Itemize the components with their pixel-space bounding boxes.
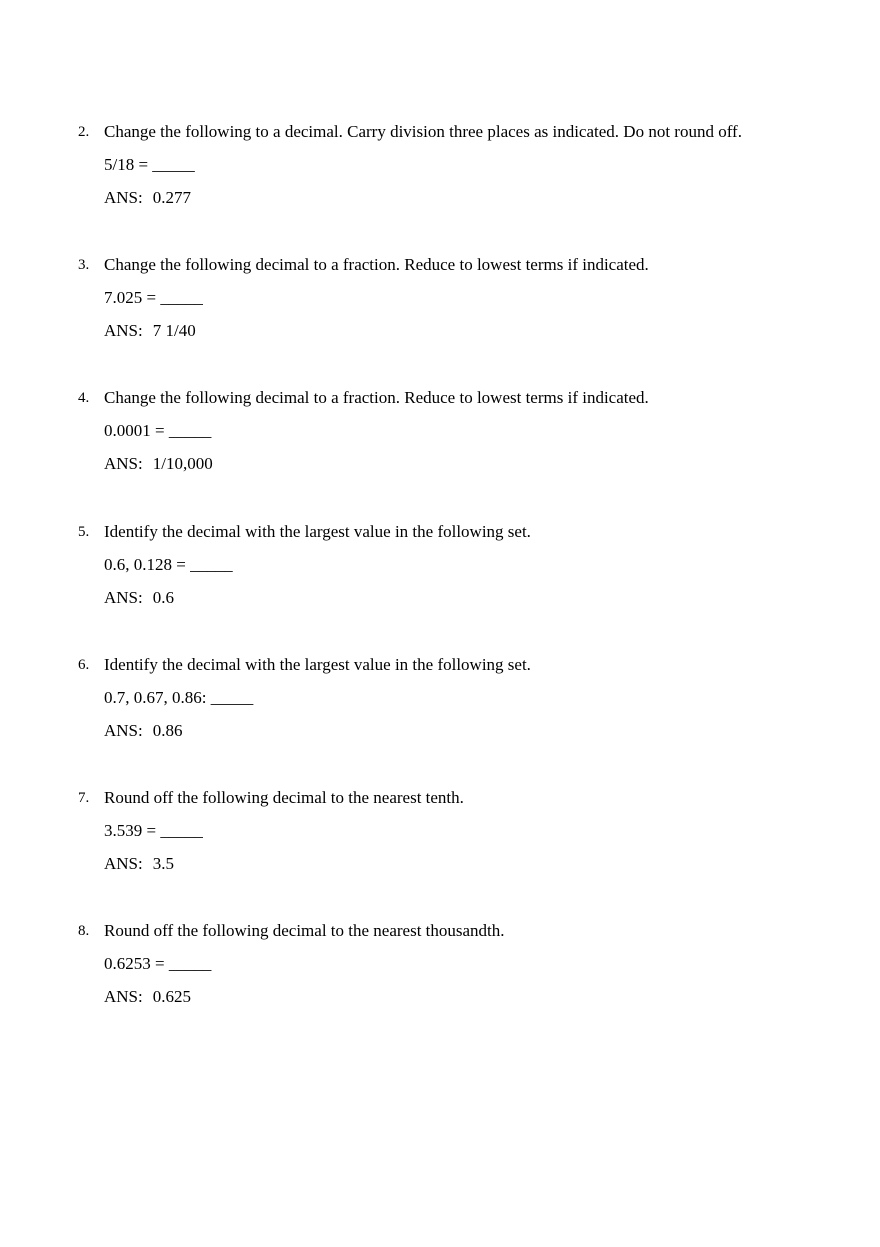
answer-line — [104, 852, 174, 876]
question-expression: 5/18 = _____ — [104, 155, 195, 174]
answer-value: 7 1/40 — [152, 321, 196, 341]
answer-label: ANS: — [104, 587, 143, 607]
question-text: Change the following decimal to a fraction. Reduce to lowest terms if indicated. — [104, 388, 649, 408]
question-number: 8. — [78, 923, 90, 940]
answer-value: 1/10,000 — [152, 454, 213, 474]
answer-label: ANS: — [104, 188, 143, 207]
question-text: Identify the decimal with the largest value in the following set. — [104, 521, 531, 541]
question-number: 3. — [78, 257, 90, 274]
question-expression: 3.539 = _____ — [104, 820, 203, 840]
answer-line — [104, 586, 174, 610]
question-number: 2. — [78, 124, 90, 140]
question-expression: 0.7, 0.67, 0.86: _____ — [104, 687, 254, 707]
answer-label: ANS: — [104, 720, 143, 740]
answer-value: 0.277 — [152, 188, 191, 207]
answer-line — [104, 719, 182, 743]
question-6 — [0, 653, 880, 786]
question-number: 6. — [78, 656, 90, 673]
question-4 — [0, 386, 880, 519]
question-5 — [0, 520, 880, 653]
answer-line — [104, 319, 196, 343]
question-expression: 7.025 = _____ — [104, 288, 203, 308]
answer-value: 3.5 — [152, 853, 174, 873]
answer-label: ANS: — [104, 454, 143, 474]
answer-label: ANS: — [104, 321, 143, 341]
answer-label: ANS: — [104, 853, 143, 873]
question-3 — [0, 253, 880, 386]
question-text: Round off the following decimal to the nearest thousandth. — [104, 921, 505, 941]
question-8 — [0, 919, 880, 1052]
question-number: 7. — [78, 789, 90, 806]
question-7 — [0, 786, 880, 919]
question-list — [0, 120, 880, 1052]
question-2 — [0, 120, 880, 253]
question-text: Change the following decimal to a fraction. Reduce to lowest terms if indicated. — [104, 255, 649, 275]
answer-value: 0.6 — [152, 587, 174, 607]
question-text: Identify the decimal with the largest value in the following set. — [104, 654, 531, 674]
question-number: 4. — [78, 390, 90, 407]
answer-line — [104, 452, 213, 476]
question-expression: 0.0001 = _____ — [104, 421, 212, 441]
question-expression: 0.6, 0.128 = _____ — [104, 554, 233, 574]
answer-value: 0.625 — [152, 987, 191, 1007]
answer-line — [104, 985, 191, 1009]
question-text: Round off the following decimal to the nearest tenth. — [104, 787, 464, 807]
question-expression: 0.6253 = _____ — [104, 954, 212, 974]
answer-line — [104, 186, 191, 210]
question-number: 5. — [78, 523, 90, 540]
question-text: Change the following to a decimal. Carry division three places as indicated. Do not round off. — [104, 122, 742, 141]
answer-label: ANS: — [104, 987, 143, 1007]
answer-value: 0.86 — [152, 720, 183, 740]
